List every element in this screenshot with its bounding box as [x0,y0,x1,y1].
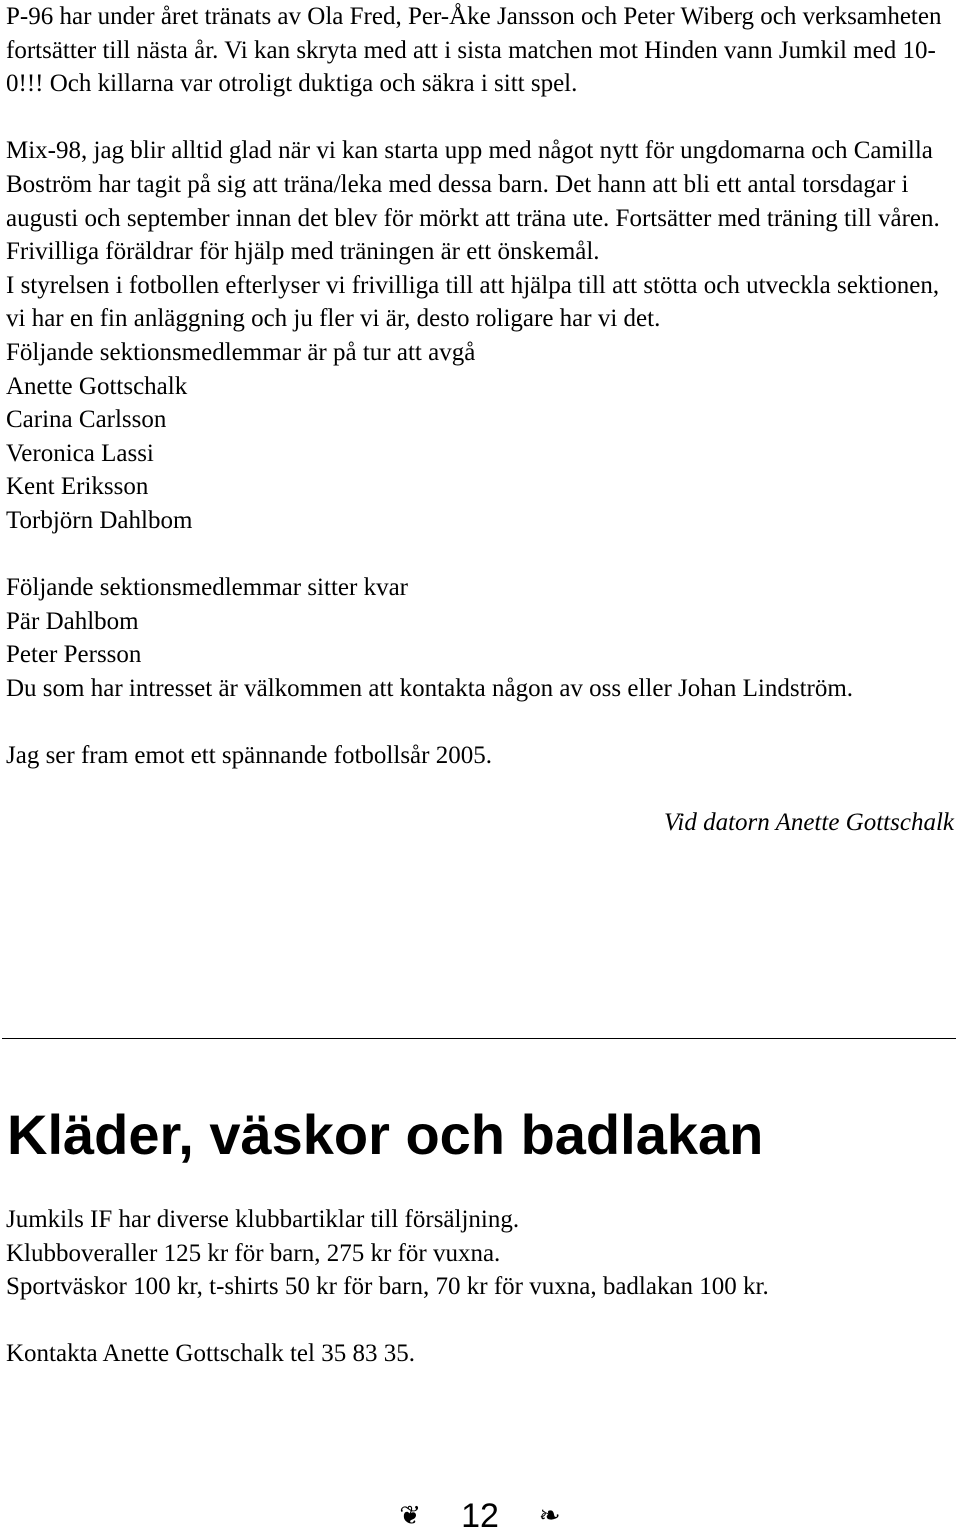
contact-paragraph: Du som har intresset är välkommen att kontakta någon av oss eller Johan Lindström. [6,674,854,702]
signature: Vid datorn Anette Gottschalk [663,809,954,837]
page-footer [0,1496,960,1536]
leaving-heading: Följande sektionsmedlemmar är på tur att avgå [6,338,476,366]
staying-heading: Följande sektionsmedlemmar sitter kvar [6,574,408,602]
mix98-paragraph: Mix-98, jag blir alltid glad när vi kan starta upp med något nytt för ungdomarna och Camilla Boström har tagit på sig att träna/leka med dessa barn. Det hann att bli ett antal torsdagar i augusti och september innan det blev för mörkt att träna ute. Fortsätter med träning till våren. Frivilliga föräldrar för hjälp med träningen är ett önskemål. [6,137,940,266]
spacer [6,705,954,739]
p96-paragraph: P-96 har under året tränats av Ola Fred, Per-Åke Jansson och Peter Wiberg och verksamheten fortsätter till nästa år. Vi kan skryta med att i sista matchen mot Hinden vann Jumkil med 10-0!!! Och killarna var otroligt duktiga och säkra i sitt spel. [6,3,942,98]
spacer [6,538,954,572]
spacer [6,1304,954,1338]
closing-line: Jag ser fram emot ett spännande fotbollsår 2005. [6,742,492,770]
article [6,0,954,840]
sale-line: Klubboveraller 125 kr för barn, 275 kr för vuxna. [6,1239,501,1267]
sale-contact: Kontakta Anette Gottschalk tel 35 83 35. [6,1340,415,1368]
sale-heading: Kläder, väskor och badlakan [7,1103,764,1166]
left-ornament-icon: ❦ [399,1501,422,1531]
divider-line [2,1038,956,1039]
staying-member: Peter Persson [6,641,142,669]
spacer [6,773,954,807]
leaving-member: Kent Eriksson [6,473,149,501]
leaving-member: Torbjörn Dahlbom [6,506,193,534]
page-number: 12 [461,1497,499,1535]
right-ornament-icon: ❧ [538,1501,561,1531]
staying-member: Pär Dahlbom [6,607,139,635]
sale-line: Jumkils IF har diverse klubbartiklar till försäljning. [6,1206,520,1233]
leaving-member: Veronica Lassi [6,439,154,467]
sale-section [6,1203,954,1371]
styrelsen-paragraph: I styrelsen i fotbollen efterlyser vi frivilliga till att hjälpa till att stötta och utveckla sektionen, vi har en fin anläggning och ju fler vi är, desto roligare har vi det. [6,271,940,333]
sale-line: Sportväskor 100 kr, t-shirts 50 kr för barn, 70 kr för vuxna, badlakan 100 kr. [6,1273,769,1301]
spacer [6,101,954,135]
leaving-member: Anette Gottschalk [6,372,188,400]
leaving-member: Carina Carlsson [6,406,167,434]
